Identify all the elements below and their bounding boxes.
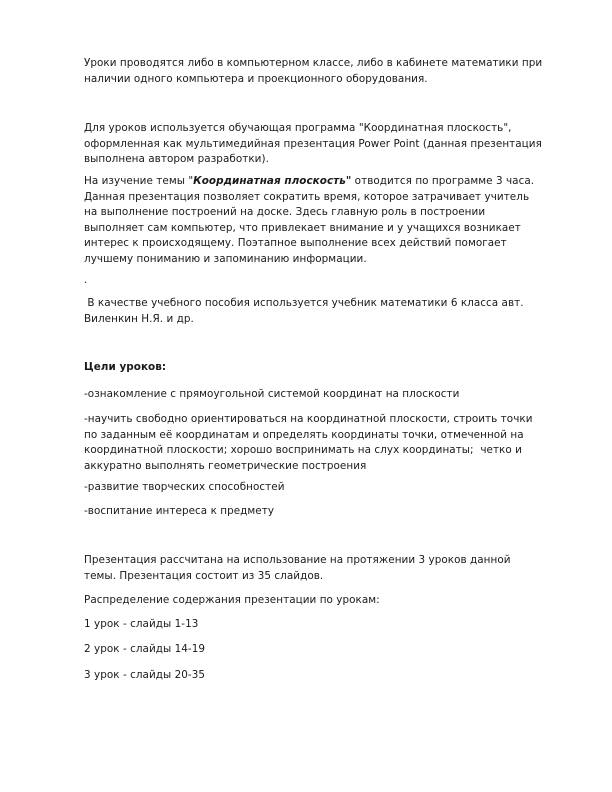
textbook-paragraph [84, 296, 570, 327]
text-line: Презентация рассчитана на использование на протяжении 3 уроков данной [84, 554, 511, 566]
text-line: Данная презентация позволяет сократить время, которое затрачивает учитель [84, 190, 530, 203]
text-line: выполнена автором разработки). [84, 153, 269, 165]
text-line: Виленкин Н.Я. и др. [84, 312, 194, 325]
text-fragment: На изучение темы " [84, 175, 194, 187]
text-line: Для уроков используется обучающая программа "Координатная плоскость", [84, 122, 512, 134]
text-line: Уроки проводятся либо в компьютерном классе, либо в кабинете математики при [84, 57, 543, 69]
intro-paragraph [84, 56, 570, 87]
text-line: В качестве учебного пособия используется учебник математики 6 класса авт. [84, 297, 524, 309]
text-line: по заданным её координатам и определять координаты точки, отмеченной на [84, 428, 524, 441]
text-line: выполняет сам компьютер, что привлекает внимание и у учащихся возникает [84, 221, 521, 234]
text-line: интерес к происходящему. Поэтапное выполнение всех действий помогает [84, 237, 507, 249]
goal-item [84, 412, 570, 474]
topic-paragraph [84, 174, 570, 267]
text-line: на выполнение построений на доске. Здесь главную роль в построении [84, 206, 486, 218]
text-line: координатной плоскости; хорошо воспринимать на слух координаты; четко и [84, 444, 522, 456]
text-line: -научить свободно ориентироваться на координатной плоскости, строить точки [84, 413, 533, 425]
goal-item: -ознакомление с прямоугольной системой координат на плоскости [84, 388, 460, 400]
presentation-paragraph [84, 553, 570, 584]
program-paragraph [84, 121, 570, 168]
distribution-heading: Распределение содержания презентации по урокам: [84, 594, 380, 606]
goals-heading: Цели уроков: [84, 361, 167, 373]
text-line: оформленная как мультимедийная презентация Power Point (данная презентация [84, 137, 542, 150]
goal-item: -развитие творческих способностей [84, 481, 285, 493]
topic-title-emphasis: Координатная плоскость" [193, 175, 352, 187]
lesson-item: 1 урок - слайды 1-13 [84, 618, 199, 630]
text-line: наличии одного компьютера и проекционного оборудования. [84, 72, 428, 85]
lesson-item: 2 урок - слайды 14-19 [84, 643, 206, 655]
stray-dot: . [84, 274, 88, 286]
goal-item: -воспитание интереса к предмету [84, 505, 275, 517]
text-line: темы. Презентация состоит из 35 слайдов. [84, 569, 324, 582]
text-fragment: отводится по программе 3 часа. [351, 175, 535, 187]
text-line: аккуратно выполнять геометрические построения [84, 459, 367, 472]
text-line [84, 174, 570, 190]
text-line: лучшему пониманию и запоминанию информации. [84, 252, 367, 265]
lesson-item: 3 урок - слайды 20-35 [84, 669, 206, 681]
